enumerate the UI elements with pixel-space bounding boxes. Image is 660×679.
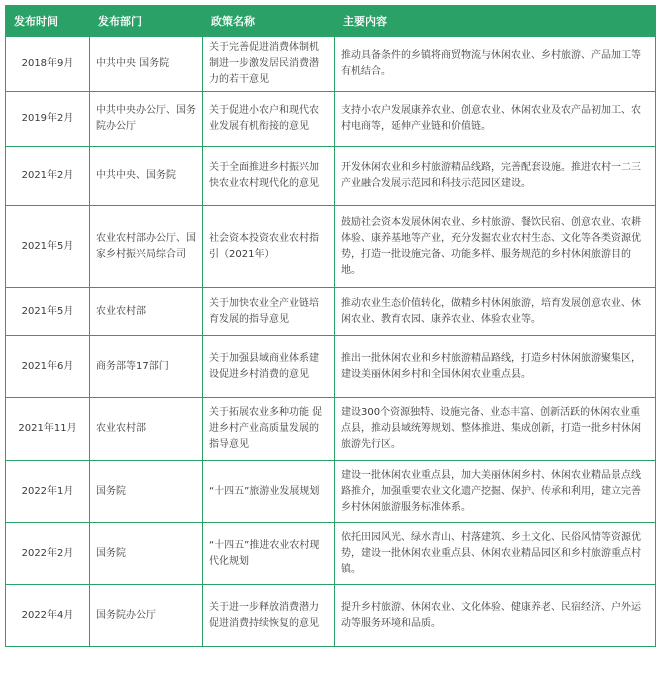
- cell-content: 建设300个资源独特、设施完备、业态丰富、创新活跃的休闲农业重点县，推动县域统筹规划、整体推进、集成创新，打造一批乡村休闲旅游先行区。: [335, 398, 656, 461]
- table-row: [6, 398, 656, 461]
- header-dept: 发布部门: [90, 6, 203, 37]
- cell-name: “十四五”旅游业发展规划: [203, 461, 335, 523]
- cell-dept: 中共中央办公厅、国务院办公厅: [90, 92, 203, 147]
- cell-time: 2019年2月: [6, 92, 90, 147]
- header-time: 发布时间: [6, 6, 90, 37]
- cell-content: 提升乡村旅游、休闲农业、文化体验、健康养老、民宿经济、户外运动等服务环境和品质。: [335, 585, 656, 647]
- cell-time: 2021年5月: [6, 288, 90, 336]
- cell-content: 建设一批休闲农业重点县，加大美丽休闲乡村、休闲农业精品景点线路推介，加强重要农业文化遗产挖掘、保护、传承和利用，建立完善乡村休闲旅游服务标准体系。: [335, 461, 656, 523]
- header-content: 主要内容: [335, 6, 656, 37]
- header-name: 政策名称: [203, 6, 335, 37]
- cell-name: 关于加强县域商业体系建设促进乡村消费的意见: [203, 336, 335, 398]
- cell-dept: 农业农村部: [90, 288, 203, 336]
- cell-dept: 国务院办公厅: [90, 585, 203, 647]
- table-row: [6, 147, 656, 206]
- cell-name: 关于完善促进消费体制机制进一步激发居民消费潜力的若干意见: [203, 37, 335, 92]
- table-row: [6, 37, 656, 92]
- cell-time: 2021年2月: [6, 147, 90, 206]
- cell-content: 推动农业生态价值转化，做精乡村休闲旅游，培育发展创意农业、休闲农业、教育农园、康养农业、体验农业等。: [335, 288, 656, 336]
- cell-time: 2021年5月: [6, 206, 90, 288]
- cell-time: 2018年9月: [6, 37, 90, 92]
- table-row: [6, 206, 656, 288]
- cell-dept: 商务部等17部门: [90, 336, 203, 398]
- cell-content: 推动具备条件的乡镇将商贸物流与休闲农业、乡村旅游、产品加工等有机结合。: [335, 37, 656, 92]
- cell-dept: 中共中央 国务院: [90, 37, 203, 92]
- cell-content: 开发休闲农业和乡村旅游精品线路，完善配套设施。推进农村一二三产业融合发展示范园和科技示范园区建设。: [335, 147, 656, 206]
- cell-name: 关于拓展农业多种功能 促进乡村产业高质量发展的指导意见: [203, 398, 335, 461]
- cell-name: 关于全面推进乡村振兴加快农业农村现代化的意见: [203, 147, 335, 206]
- cell-dept: 国务院: [90, 523, 203, 585]
- cell-time: 2021年6月: [6, 336, 90, 398]
- cell-name: 社会资本投资农业农村指引（2021年）: [203, 206, 335, 288]
- table-row: [6, 288, 656, 336]
- policy-table: [5, 5, 656, 647]
- cell-content: 依托田园风光、绿水青山、村落建筑、乡土文化、民俗风情等资源优势，建设一批休闲农业重点县、休闲农业精品园区和乡村旅游重点村镇。: [335, 523, 656, 585]
- table-header-row: [6, 6, 656, 37]
- table-row: [6, 523, 656, 585]
- table-row: [6, 92, 656, 147]
- cell-dept: 农业农村部办公厅、国家乡村振兴局综合司: [90, 206, 203, 288]
- cell-time: 2022年2月: [6, 523, 90, 585]
- cell-dept: 中共中央、国务院: [90, 147, 203, 206]
- cell-name: 关于促进小农户和现代农业发展有机衔接的意见: [203, 92, 335, 147]
- cell-time: 2022年1月: [6, 461, 90, 523]
- table-row: [6, 336, 656, 398]
- table-row: [6, 585, 656, 647]
- table-row: [6, 461, 656, 523]
- cell-name: “十四五”推进农业农村现代化规划: [203, 523, 335, 585]
- cell-name: 关于进一步释放消费潜力促进消费持续恢复的意见: [203, 585, 335, 647]
- cell-time: 2021年11月: [6, 398, 90, 461]
- cell-content: 支持小农户发展康养农业、创意农业、休闲农业及农产品初加工、农村电商等，延伸产业链和价值链。: [335, 92, 656, 147]
- cell-dept: 农业农村部: [90, 398, 203, 461]
- cell-dept: 国务院: [90, 461, 203, 523]
- cell-content: 推出一批休闲农业和乡村旅游精品路线，打造乡村休闲旅游聚集区，建设美丽休闲乡村和全国休闲农业重点县。: [335, 336, 656, 398]
- cell-name: 关于加快农业全产业链培育发展的指导意见: [203, 288, 335, 336]
- cell-time: 2022年4月: [6, 585, 90, 647]
- cell-content: 鼓励社会资本发展休闲农业、乡村旅游、餐饮民宿、创意农业、农耕体验、康养基地等产业，充分发掘农业农村生态、文化等各类资源优势，打造一批设施完备、功能多样、服务规范的乡村休闲旅游目的地。: [335, 206, 656, 288]
